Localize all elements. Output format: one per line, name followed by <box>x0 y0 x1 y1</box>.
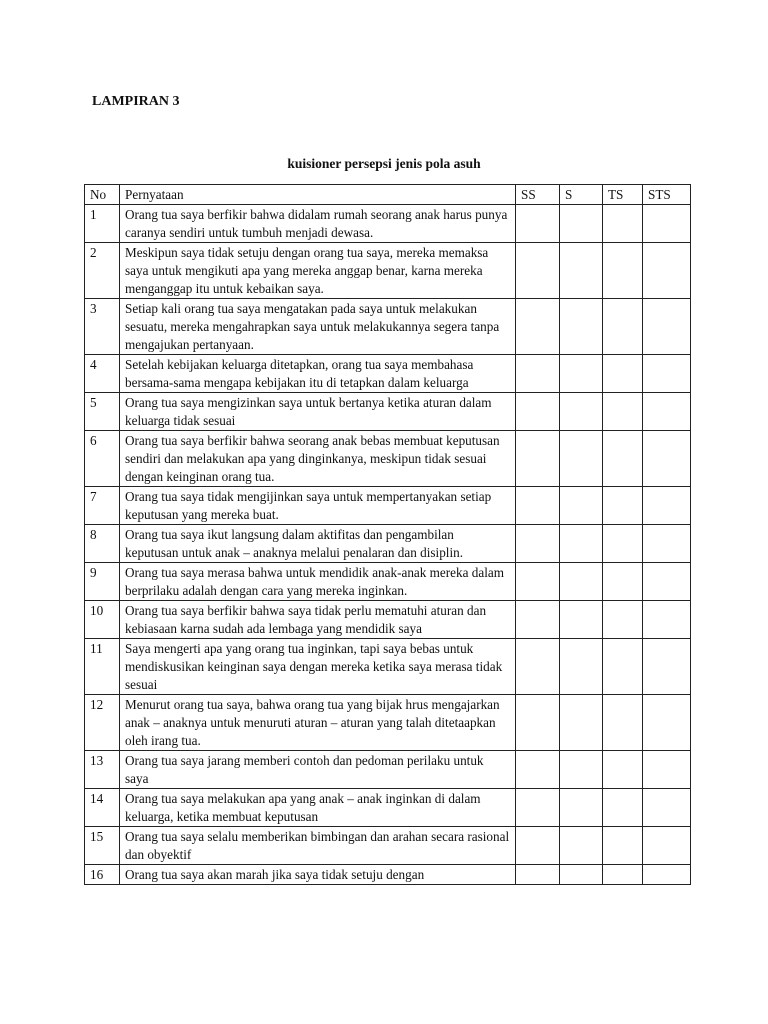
answer-cell-sts[interactable] <box>643 751 691 789</box>
row-number: 16 <box>85 865 120 885</box>
answer-cell-s[interactable] <box>560 865 603 885</box>
questionnaire-table <box>84 184 691 885</box>
answer-cell-s[interactable] <box>560 695 603 751</box>
header-statement: Pernyataan <box>120 185 516 205</box>
answer-cell-ts[interactable] <box>603 639 643 695</box>
answer-cell-sts[interactable] <box>643 601 691 639</box>
answer-cell-sts[interactable] <box>643 789 691 827</box>
answer-cell-s[interactable] <box>560 563 603 601</box>
answer-cell-ss[interactable] <box>516 639 560 695</box>
statement-text: Orang tua saya jarang memberi contoh dan pedoman perilaku untuk saya <box>125 753 484 786</box>
answer-cell-s[interactable] <box>560 299 603 355</box>
answer-cell-ss[interactable] <box>516 601 560 639</box>
answer-cell-s[interactable] <box>560 789 603 827</box>
statement-text: Orang tua saya merasa bahwa untuk mendidik anak-anak mereka dalam berprilaku adalah dengan cara yang mereka inginkan. <box>125 565 504 598</box>
header-s: S <box>560 185 603 205</box>
answer-cell-ts[interactable] <box>603 751 643 789</box>
header-sts: STS <box>643 185 691 205</box>
table-row <box>85 601 691 639</box>
table-row <box>85 487 691 525</box>
answer-cell-s[interactable] <box>560 487 603 525</box>
row-number: 12 <box>85 695 120 751</box>
answer-cell-ss[interactable] <box>516 751 560 789</box>
answer-cell-s[interactable] <box>560 827 603 865</box>
statement-text: Saya mengerti apa yang orang tua inginkan, tapi saya bebas untuk mendiskusikan keinginan saya dengan mereka ketika saya merasa tidak sesuai <box>125 641 503 692</box>
answer-cell-sts[interactable] <box>643 563 691 601</box>
answer-cell-ts[interactable] <box>603 865 643 885</box>
answer-cell-ss[interactable] <box>516 695 560 751</box>
statement-text: Setelah kebijakan keluarga ditetapkan, orang tua saya membahasa bersama-sama mengapa kebijakan itu di tetapkan dalam keluarga <box>125 357 474 390</box>
answer-cell-ss[interactable] <box>516 205 560 243</box>
statement-text: Meskipun saya tidak setuju dengan orang tua saya, mereka memaksa saya untuk mengikuti apa yang mereka anggap benar, karna mereka menganggap itu untuk kebaikan saya. <box>125 245 489 296</box>
answer-cell-ss[interactable] <box>516 355 560 393</box>
statement-text: Orang tua saya berfikir bahwa didalam rumah seorang anak harus punya caranya sendiri untuk tumbuh menjadi dewasa. <box>125 207 508 240</box>
answer-cell-ss[interactable] <box>516 525 560 563</box>
row-number: 4 <box>85 355 120 393</box>
table-row <box>85 563 691 601</box>
table-row <box>85 355 691 393</box>
table-header-row <box>85 185 691 205</box>
answer-cell-sts[interactable] <box>643 355 691 393</box>
answer-cell-s[interactable] <box>560 431 603 487</box>
statement-text: Setiap kali orang tua saya mengatakan pada saya untuk melakukan sesuatu, mereka mengahrapkan saya untuk melakukannya segera tanpa mengajukan pertanyaan. <box>125 301 500 352</box>
statement-text: Orang tua saya berfikir bahwa seorang anak bebas membuat keputusan sendiri dan melakukan apa yang dinginkanya, meskipun tidak sesuai dengan keinginan orang tua. <box>125 433 500 484</box>
answer-cell-ss[interactable] <box>516 827 560 865</box>
table-row <box>85 639 691 695</box>
answer-cell-s[interactable] <box>560 601 603 639</box>
table-row <box>85 525 691 563</box>
statement-cell <box>120 789 516 827</box>
statement-cell <box>120 393 516 431</box>
statement-text: Orang tua saya akan marah jika saya tidak setuju dengan <box>125 867 425 882</box>
table-row <box>85 205 691 243</box>
statement-cell <box>120 751 516 789</box>
row-number: 10 <box>85 601 120 639</box>
answer-cell-sts[interactable] <box>643 695 691 751</box>
table-row <box>85 751 691 789</box>
answer-cell-ts[interactable] <box>603 355 643 393</box>
header-ts: TS <box>603 185 643 205</box>
statement-text: Orang tua saya melakukan apa yang anak – anak inginkan di dalam keluarga, ketika membuat keputusan <box>125 791 481 824</box>
answer-cell-sts[interactable] <box>643 525 691 563</box>
statement-cell <box>120 355 516 393</box>
answer-cell-ts[interactable] <box>603 601 643 639</box>
answer-cell-s[interactable] <box>560 243 603 299</box>
answer-cell-s[interactable] <box>560 205 603 243</box>
answer-cell-s[interactable] <box>560 639 603 695</box>
row-number: 2 <box>85 243 120 299</box>
answer-cell-ss[interactable] <box>516 243 560 299</box>
answer-cell-s[interactable] <box>560 525 603 563</box>
page-heading: LAMPIRAN 3 <box>92 94 180 109</box>
answer-cell-ts[interactable] <box>603 431 643 487</box>
statement-cell <box>120 695 516 751</box>
row-number: 6 <box>85 431 120 487</box>
answer-cell-ts[interactable] <box>603 393 643 431</box>
answer-cell-sts[interactable] <box>643 393 691 431</box>
row-number: 8 <box>85 525 120 563</box>
table-row <box>85 789 691 827</box>
answer-cell-ts[interactable] <box>603 525 643 563</box>
table-row <box>85 695 691 751</box>
answer-cell-s[interactable] <box>560 751 603 789</box>
answer-cell-ss[interactable] <box>516 487 560 525</box>
answer-cell-sts[interactable] <box>643 487 691 525</box>
statement-text: Menurut orang tua saya, bahwa orang tua yang bijak hrus mengajarkan anak – anaknya untuk menuruti aturan – aturan yang talah ditetaapkan oleh irang tua. <box>125 697 500 748</box>
answer-cell-ss[interactable] <box>516 865 560 885</box>
answer-cell-ts[interactable] <box>603 827 643 865</box>
answer-cell-ts[interactable] <box>603 789 643 827</box>
row-number: 1 <box>85 205 120 243</box>
statement-cell <box>120 563 516 601</box>
table-row <box>85 243 691 299</box>
table-row <box>85 299 691 355</box>
statement-cell <box>120 601 516 639</box>
table-row <box>85 431 691 487</box>
table-row <box>85 827 691 865</box>
answer-cell-ss[interactable] <box>516 563 560 601</box>
row-number: 11 <box>85 639 120 695</box>
answer-cell-ss[interactable] <box>516 789 560 827</box>
answer-cell-ts[interactable] <box>603 563 643 601</box>
answer-cell-ts[interactable] <box>603 205 643 243</box>
statement-text: Orang tua saya mengizinkan saya untuk bertanya ketika aturan dalam keluarga tidak sesuai <box>125 395 492 428</box>
row-number: 14 <box>85 789 120 827</box>
row-number: 5 <box>85 393 120 431</box>
answer-cell-ss[interactable] <box>516 393 560 431</box>
answer-cell-sts[interactable] <box>643 865 691 885</box>
header-ss: SS <box>516 185 560 205</box>
statement-text: Orang tua saya tidak mengijinkan saya untuk mempertanyakan setiap keputusan yang mereka buat. <box>125 489 492 522</box>
row-number: 13 <box>85 751 120 789</box>
header-no: No <box>85 185 120 205</box>
answer-cell-ts[interactable] <box>603 695 643 751</box>
answer-cell-ts[interactable] <box>603 487 643 525</box>
row-number: 9 <box>85 563 120 601</box>
table-row <box>85 865 691 885</box>
answer-cell-sts[interactable] <box>643 827 691 865</box>
questionnaire-body <box>85 205 691 885</box>
statement-cell <box>120 243 516 299</box>
statement-cell <box>120 205 516 243</box>
answer-cell-ss[interactable] <box>516 299 560 355</box>
statement-text: Orang tua saya selalu memberikan bimbingan dan arahan secara rasional dan obyektif <box>125 829 510 862</box>
statement-cell <box>120 431 516 487</box>
row-number: 15 <box>85 827 120 865</box>
table-row <box>85 393 691 431</box>
row-number: 3 <box>85 299 120 355</box>
questionnaire-title: kuisioner persepsi jenis pola asuh <box>287 156 481 171</box>
statement-cell <box>120 639 516 695</box>
answer-cell-sts[interactable] <box>643 431 691 487</box>
row-number: 7 <box>85 487 120 525</box>
answer-cell-ts[interactable] <box>603 299 643 355</box>
statement-cell <box>120 487 516 525</box>
answer-cell-sts[interactable] <box>643 205 691 243</box>
statement-cell <box>120 827 516 865</box>
statement-cell <box>120 865 516 885</box>
statement-text: Orang tua saya berfikir bahwa saya tidak perlu mematuhi aturan dan kebiasaan karna sudah ada lembaga yang mendidik saya <box>125 603 487 636</box>
answer-cell-sts[interactable] <box>643 299 691 355</box>
statement-cell <box>120 299 516 355</box>
answer-cell-sts[interactable] <box>643 243 691 299</box>
answer-cell-sts[interactable] <box>643 639 691 695</box>
statement-text: Orang tua saya ikut langsung dalam aktifitas dan pengambilan keputusan untuk anak – anaknya melalui penalaran dan disiplin. <box>125 527 464 560</box>
answer-cell-ts[interactable] <box>603 243 643 299</box>
statement-cell <box>120 525 516 563</box>
answer-cell-ss[interactable] <box>516 431 560 487</box>
answer-cell-s[interactable] <box>560 355 603 393</box>
answer-cell-s[interactable] <box>560 393 603 431</box>
